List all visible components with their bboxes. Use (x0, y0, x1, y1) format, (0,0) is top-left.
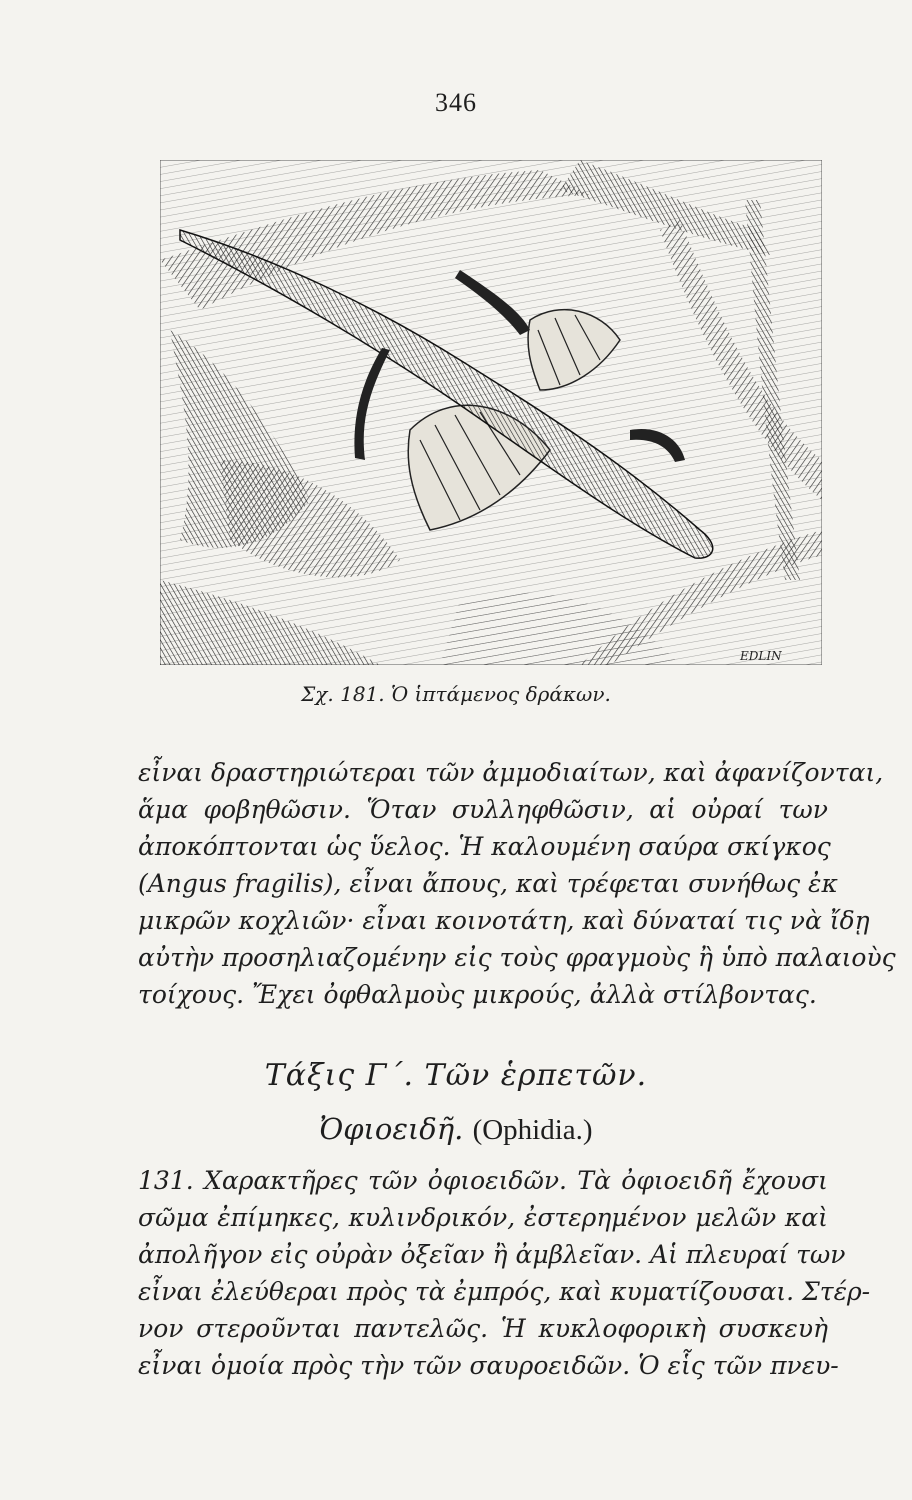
flying-dragon-engraving (160, 160, 822, 665)
paragraph-2-line: σῶμα ἐπίμηκες, κυλινδρικόν, ἐστερημένον μελῶν καὶ (138, 1203, 828, 1232)
section-subheading (0, 1112, 912, 1147)
paragraph-2-line: ἀπολῆγον εἰς οὐρὰν ὀξεῖαν ἢ ἀμβλεῖαν. Αἱ πλευραί των (138, 1240, 846, 1269)
paragraph-2-line: εἶναι ὁμοία πρὸς τὴν τῶν σαυροειδῶν. Ὁ εἷς τῶν πνευ- (138, 1351, 839, 1380)
subheading-greek: Ὀφιοειδῆ. (319, 1112, 464, 1146)
section-heading: Τάξις Γ΄. Τῶν ἑρπετῶν. (264, 1058, 648, 1093)
paragraph-2-line: 131. Χαρακτῆρες τῶν ὀφιοειδῶν. Τὰ ὀφιοειδῆ ἔχουσι (138, 1166, 828, 1195)
svg-text:EDLIN: EDLIN (740, 649, 782, 663)
paragraph-1-line: ἅμα φοβηθῶσιν. Ὅταν συλληφθῶσιν, αἱ οὐραί των (138, 795, 828, 824)
paragraph-2-line: νον στεροῦνται παντελῶς. Ἡ κυκλοφορικὴ συσκευὴ (138, 1314, 828, 1343)
paragraph-1-line: εἶναι δραστηριώτεραι τῶν ἀμμοδιαίτων, καὶ ἀφανίζονται, (138, 758, 884, 787)
paragraph-1-line: τοίχους. Ἔχει ὀφθαλμοὺς μικρούς, ἀλλὰ στίλβοντας. (138, 980, 817, 1009)
paragraph-1-line: αὐτὴν προσηλιαζομένην εἰς τοὺς φραγμοὺς ἢ ὑπὸ παλαιοὺς (138, 943, 896, 972)
paragraph-1-line: μικρῶν κοχλιῶν· εἶναι κοινοτάτη, καὶ δύναταί τις νὰ ἴδῃ (138, 906, 870, 935)
page-number: 346 (435, 88, 477, 117)
figure-caption: Σχ. 181. Ὁ ἱπτάμενος δράκων. (301, 682, 611, 706)
paragraph-2 (138, 1162, 871, 1384)
paragraph-1-line: (Angus fragilis), εἶναι ἄπους, καὶ τρέφεται συνήθως ἐκ (138, 869, 838, 898)
paragraph-1 (138, 754, 896, 1013)
paragraph-1-line: ἀποκόπτονται ὡς ὕελος. Ἡ καλουμένη σαύρα σκίγκος (138, 832, 831, 861)
paragraph-2-line: εἶναι ἐλεύθεραι πρὸς τὰ ἐμπρός, καὶ κυματίζουσαι. Στέρ- (138, 1277, 871, 1306)
subheading-latin: (Ophidia.) (472, 1114, 593, 1146)
